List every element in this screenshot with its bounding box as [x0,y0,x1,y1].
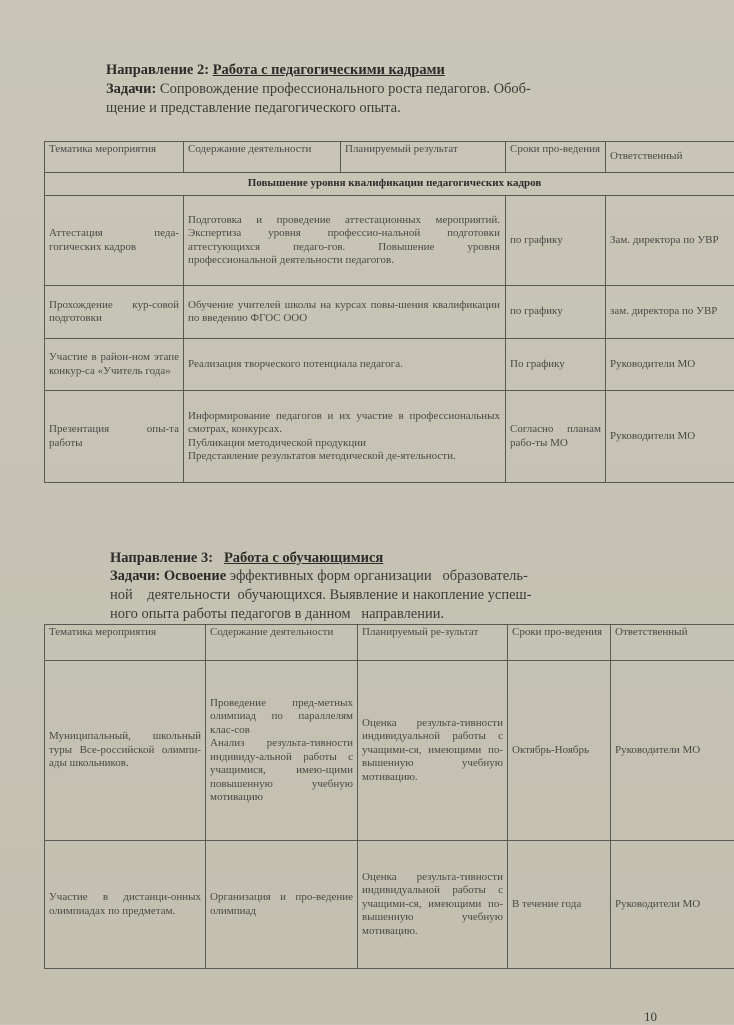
cell-topic: Прохождение кур-совой подготовки [45,286,184,339]
section3-table [44,624,734,969]
cell-topic: Муниципальный, школьный туры Все-российской олимпи-ады школьников. [45,661,206,841]
section2-tasks-line1: Сопровождение профессионального роста педагогов. Обоб- [160,81,531,97]
header-responsible: Ответственный [606,142,734,173]
cell-content [206,661,358,841]
cell-content-line: Публикация методической продукции [188,437,500,451]
section3-tasks-line2: ной деятельности обучающихся. Выявление и накопление успеш- [110,587,532,603]
header-topic: Тематика мероприятия [45,142,184,173]
cell-result: Оценка результа-тивности индивидуальной работы с учащими-ся, имеющими по-вышенную учебную мотивацию. [358,661,508,841]
section3-tasks-label: Задачи: [110,568,160,584]
section2-title: Работа с педагогическими кадрами [213,62,445,78]
section3-label: Направление 3: [110,550,213,566]
cell-timing: По графику [506,339,606,391]
cell-content: Организация и про-ведение олимпиад [206,841,358,969]
page-number: 10 [644,1009,657,1025]
header-timing: Сроки про-ведения [508,625,611,661]
section3-title: Работа с обучающимися [224,550,383,566]
cell-content: Реализация творческого потенциала педагога. [184,339,506,391]
table-row [45,661,734,841]
cell-timing: Октябрь-Ноябрь [508,661,611,841]
section3-tasks-line3: ного опыта работы педагогов в данном направлении. [110,606,444,622]
table-header-row [45,142,734,173]
header-topic: Тематика мероприятия [45,625,206,661]
table-row [45,286,734,339]
cell-timing: В течение года [508,841,611,969]
table-row [45,391,734,483]
table-subheader: Повышение уровня квалификации педагогических кадров [45,173,734,196]
cell-topic: Аттестация педа-гогических кадров [45,196,184,286]
cell-responsible: зам. директора по УВР [606,286,734,339]
cell-content-line: Информирование педагогов и их участие в профессиональных смотрах, конкурсах. [188,410,500,437]
section3-tasks-line1: эффективных форм организации образователь- [230,568,528,584]
section3-tasks [110,567,652,624]
section2-tasks-line2: щение и представление педагогического опыта. [106,100,401,116]
cell-content [184,196,506,286]
cell-content-text: Обучение учителей школы на курсах повы-шения квалификации по введению ФГОС ООО [188,299,500,326]
cell-topic: Презентация опы-та работы [45,391,184,483]
cell-content-line: Представление результатов методической де-ятельности. [188,450,500,464]
section3-tasks-bold: Освоение [164,568,226,584]
cell-timing: по графику [506,286,606,339]
table-row [45,339,734,391]
table-row [45,196,734,286]
header-content: Содержание деятельности [206,625,358,661]
cell-content [184,391,506,483]
header-result: Планируемый ре-зультат [358,625,508,661]
cell-content [184,286,506,339]
section3-heading [110,549,383,567]
section2-heading [106,61,445,79]
section2-label: Направление 2: [106,62,209,78]
cell-responsible: Руководители МО [606,339,734,391]
section2-tasks-label: Задачи: [106,81,156,97]
cell-content-line: Проведение пред-метных олимпиад по параллелям клас-сов [210,697,353,738]
header-responsible: Ответственный [611,625,734,661]
cell-timing: по графику [506,196,606,286]
cell-responsible: Зам. директора по УВР [606,196,734,286]
table-subheader-row [45,173,734,196]
cell-content-line: Анализ результа-тивности индивиду-альной работы с учащимися, имею-щими повышенную учебную мотивацию [210,737,353,805]
cell-content-text: Подготовка и проведение аттестационных мероприятий. Экспертиза уровня профессио-нальной подготовки аттестующихся педаго-гов. Повышение уровня профессиональной деятельности педагогов. [188,214,500,268]
cell-responsible: Руководители МО [606,391,734,483]
cell-topic: Участие в дистанци-онных олимпиадах по предметам. [45,841,206,969]
section2-tasks [106,80,646,118]
cell-result: Оценка результа-тивности индивидуальной работы с учащими-ся, имеющими по-вышенную учебную мотивацию. [358,841,508,969]
table-header-row [45,625,734,661]
header-content: Содержание деятельности [184,142,341,173]
cell-responsible: Руководители МО [611,661,734,841]
cell-timing: Согласно планам рабо-ты МО [506,391,606,483]
section2-table [44,141,734,483]
cell-responsible: Руководители МО [611,841,734,969]
table-row [45,841,734,969]
header-result: Планируемый результат [341,142,506,173]
header-timing: Сроки про-ведения [506,142,606,173]
cell-topic: Участие в район-ном этапе конкур-са «Учитель года» [45,339,184,391]
